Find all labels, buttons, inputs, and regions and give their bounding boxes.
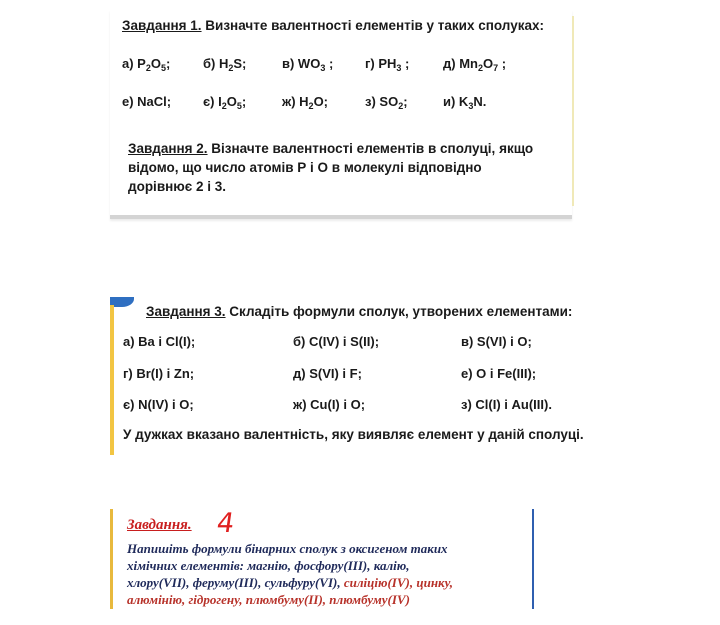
task1-heading (122, 18, 544, 33)
task1-item: в) $WO_3$ ; (282, 56, 334, 73)
card-right-bar (532, 509, 534, 609)
task1-item: а) $P_2O_5$; (122, 56, 171, 73)
task3-item: в) S(VI) і O; (461, 334, 532, 349)
card-accent (572, 16, 574, 206)
task1-item: є) $I_2O_5$; (203, 94, 247, 111)
card-accent-bar (110, 509, 113, 609)
task3-text: Складіть формули сполук, утворених елементами: (225, 304, 573, 319)
task3-item: а) Ва і Cl(I); (123, 334, 196, 349)
card-accent-bar (110, 305, 114, 455)
task3-item: є) N(IV) і O; (123, 397, 194, 412)
task4-line3-part2: силіцію(IV), цинку, (343, 575, 454, 590)
task3-heading (146, 304, 572, 319)
task1-item: б) $H_2S$; (203, 56, 247, 73)
task1-item: г) $PH_3$ ; (365, 56, 410, 73)
task4-label: Завдання. (127, 517, 192, 533)
task1-item: е) NaCl; (122, 94, 172, 109)
task4-card (110, 505, 534, 609)
task3-label: Завдання 3. (146, 304, 226, 319)
task4-line2: хімічних елементів: магнію, фосфору(ІІІ), калію, (127, 558, 410, 573)
task1-item: д) $Mn_2O_7$ ; (443, 56, 507, 73)
task4-line1: Напишіть формули бінарних сполук з оксигеном таких (127, 541, 448, 556)
task2-line2: відомо, що число атомів Р і О в молекулі відповідно (128, 160, 482, 175)
task1-item: ж) $H_2O$; (282, 94, 329, 111)
task4-handwritten-number: 4 (214, 508, 237, 539)
task3-item: д) S(VI) і F; (293, 366, 362, 381)
task3-item: г) Br(I) і Zn; (123, 366, 195, 381)
task3-item: ж) Cu(I) і O; (293, 397, 366, 412)
task2-line3: дорівнює 2 і 3. (128, 179, 227, 194)
task4-line4: алюмінію, гідрогену, плюмбуму(ІІ), плюмбуму(IV) (127, 592, 410, 607)
task1-item: з) $SO_2$; (365, 94, 408, 111)
task3-item: з) Cl(I) і Au(III). (461, 397, 552, 412)
task1-item: и) $K_3N$. (443, 94, 487, 111)
task1-card (110, 10, 572, 219)
task1-label: Завдання 1. (122, 18, 202, 33)
task2-label: Завдання 2. (128, 141, 208, 156)
task4-line3-part1: хлору(VII), феруму(ІІІ), сульфуру(VI), (127, 575, 344, 590)
task3-item: б) C(IV) і S(II); (293, 334, 380, 349)
task2-heading (128, 141, 533, 156)
task4-line3 (127, 575, 453, 591)
task3-item: е) O і Fe(III); (461, 366, 537, 381)
task3-card (110, 297, 620, 457)
task2-line1: Візначте валентності елементів в сполуці, якщо (207, 141, 534, 156)
task1-text: Визначте валентності елементів у таких сполуках: (201, 18, 544, 33)
task3-note: У дужках вказано валентність, яку виявляє елемент у даній сполуці. (123, 427, 584, 442)
